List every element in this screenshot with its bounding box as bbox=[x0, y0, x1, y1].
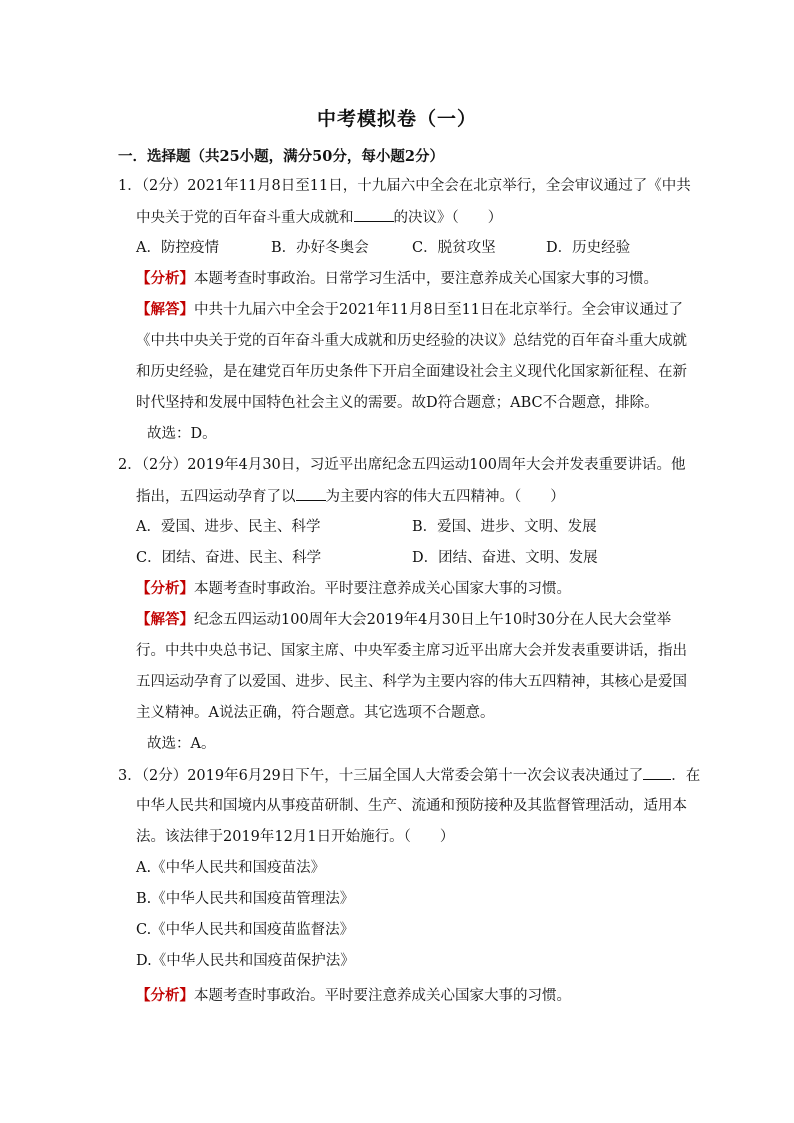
q1-stem-line2: 中央关于党的百年奋斗重大成就和 的决议》（ ） bbox=[136, 207, 502, 228]
q1-answer-line1: 【解答】中共十九届六中全会于2021年11月8日至11日在北京举行。全会审议通过了 bbox=[136, 301, 684, 318]
q3-stem-line3: 法。该法律于2019年12月1日开始施行。（ ） bbox=[136, 829, 455, 845]
q2-answer-line3: 五四运动孕育了以爱国、进步、民主、科学为主要内容的伟大五四精神，其核心是爱国 bbox=[136, 674, 687, 690]
q1-option-b[interactable]: B．办好冬奥会 bbox=[271, 240, 369, 256]
q1-option-d[interactable]: D．历史经验 bbox=[546, 240, 631, 256]
q3-stem-line1: 3．（2分）2019年6月29日下午，十三届全国人大常委会第十一次会议表决通过了 ．在 bbox=[118, 765, 700, 786]
q2-analysis: 【分析】本题考查时事政治。平时要注意养成关心国家大事的习惯。 bbox=[136, 580, 571, 597]
q1-answer-line4: 时代坚持和发展中国特色社会主义的需要。故D符合题意；ABC不合题意，排除。 bbox=[136, 395, 659, 411]
q3-option-d[interactable]: D.《中华人民共和国疫苗保护法》 bbox=[136, 953, 355, 969]
q3-option-c[interactable]: C.《中华人民共和国疫苗监督法》 bbox=[136, 922, 355, 938]
analysis-tag: 【分析】 bbox=[136, 270, 194, 287]
q3-analysis: 【分析】本题考查时事政治。平时要注意养成关心国家大事的习惯。 bbox=[136, 987, 571, 1004]
answer-blank bbox=[296, 486, 326, 501]
page-title: 中考模拟卷（一） bbox=[316, 108, 477, 130]
q2-option-b[interactable]: B．爱国、进步、文明、发展 bbox=[412, 519, 597, 535]
answer-blank bbox=[354, 207, 394, 222]
q1-analysis: 【分析】本题考查时事政治。日常学习生活中，要注意养成关心国家大事的习惯。 bbox=[136, 270, 658, 287]
analysis-tag: 【分析】 bbox=[136, 580, 194, 597]
answer-blank bbox=[643, 765, 671, 780]
q2-answer-line1: 【解答】纪念五四运动100周年大会2019年4月30日上午10时30分在人民大会堂举 bbox=[136, 611, 672, 628]
q2-answer-line2: 行。中共中央总书记、国家主席、中央军委主席习近平出席大会并发表重要讲话，指出 bbox=[136, 643, 687, 659]
q3-option-b[interactable]: B.《中华人民共和国疫苗管理法》 bbox=[136, 891, 355, 907]
q3-option-a[interactable]: A.《中华人民共和国疫苗法》 bbox=[136, 860, 326, 876]
q2-choice: 故选：A。 bbox=[147, 736, 216, 752]
section-heading: 一．选择题（共25小题，满分50分，每小题2分） bbox=[118, 148, 444, 165]
q2-option-d[interactable]: D．团结、奋进、文明、发展 bbox=[412, 550, 598, 566]
q2-option-c[interactable]: C．团结、奋进、民主、科学 bbox=[136, 550, 322, 566]
q2-stem-line1: 2．（2分）2019年4月30日，习近平出席纪念五四运动100周年大会并发表重要讲话。他 bbox=[118, 457, 686, 473]
analysis-tag: 【分析】 bbox=[136, 987, 194, 1004]
q1-option-a[interactable]: A．防控疫情 bbox=[136, 240, 219, 256]
q1-stem-line1: 1．（2分）2021年11月8日至11日，十九届六中全会在北京举行，全会审议通过了《中共 bbox=[118, 178, 691, 194]
q2-answer-line4: 主义精神。A说法正确，符合题意。其它选项不合题意。 bbox=[136, 705, 495, 721]
q1-answer-line3: 和历史经验，是在建党百年历史条件下开启全面建设社会主义现代化国家新征程、在新 bbox=[136, 364, 687, 380]
q2-option-a[interactable]: A．爱国、进步、民主、科学 bbox=[136, 519, 321, 535]
answer-tag: 【解答】 bbox=[136, 611, 194, 628]
q1-answer-line2: 《中共中央关于党的百年奋斗重大成就和历史经验的决议》总结党的百年奋斗重大成就 bbox=[136, 333, 687, 349]
answer-tag: 【解答】 bbox=[136, 301, 194, 318]
q1-choice: 故选：D。 bbox=[147, 426, 217, 442]
q3-stem-line2: 中华人民共和国境内从事疫苗研制、生产、流通和预防接种及其监督管理活动，适用本 bbox=[136, 798, 687, 814]
q1-option-c[interactable]: C．脱贫攻坚 bbox=[412, 240, 496, 256]
q2-stem-line2: 指出，五四运动孕育了以 为主要内容的伟大五四精神。（ ） bbox=[136, 486, 565, 507]
